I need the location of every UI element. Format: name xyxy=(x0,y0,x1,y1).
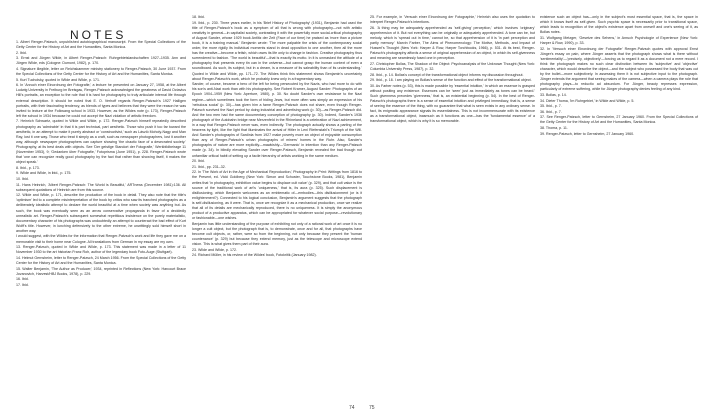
note-paragraph: 15. Walter Benjamin, 'The Author as Producer,' 1934, reprinted in Reflections (New York: Harcourt Brace Jovanovich, Harvest/HBJ Books, 1978), p. 229. xyxy=(16,266,186,276)
note-paragraph: 33. Bollas, p. 14. xyxy=(540,92,567,97)
note-paragraph: 36. Ibid., p. 7. xyxy=(540,109,562,114)
page-number-left: 74 xyxy=(349,405,355,411)
note-paragraph: Benjamin has little understanding of the purpose of exhibiting not only of a rational work of art once it is no longer a cult object, but the photograph that is, to demonstrate, once and for all, that photographs have become cult objects, or, rather, were so from the beginning, not only because they present the 'human countenance' (p. 329) but because they extend memory, just as the telescope and microscope extend vision. This is what gives them part of their aura. xyxy=(192,221,362,247)
note-paragraph: 17. Ibid. xyxy=(16,282,29,287)
note-paragraph: 30. As Farber notes (p. 53), this is made possible by 'essential intuition,' in which an essence is grasped without positing any existence. Essences can be 'seen' just as immediately as tones can be heard.' Such givenness precedes 'givenness,' that is, an existential beginning (p. 54). In the best of Renger-Patzsch's photographs there is a sense of essential intuition and privileged immediacy, that is, a sense of seeing the essence of the thing, with no guarantee that what is seen exists in any ordinary sense. In fact, its enigmatic appearance signals its essentialness. This is not incommensurate with its existence as a transformational object, inasmuch as it functions as one—has the 'fundamental essence' of a transformational object, which is why it is so memorable. xyxy=(370,83,535,124)
note-paragraph: 16. Ibid. xyxy=(16,277,29,282)
note-paragraph: 37. See Renger-Patzsch, letter to Gernsheim, 27 January 1960. From the Special Collections of the Getty Center for the History of Art and the Humanities, Santa Monica. xyxy=(540,115,698,125)
note-paragraph: 38. Thoma, p. 11. xyxy=(540,125,568,130)
note-paragraph: 24. Richard Müller, in his review of the Wildes' book, Fotokritik (January 1982). xyxy=(192,253,317,258)
note-paragraph: existence such an object has—only in the subject's most essential space, that is, the space in which it knows itself as self-given. Such psychic space is necessarily prior to transitional space, which leads to recognition of the object's existence apart from oneself and one's seeing of it, as Bollas notes. xyxy=(540,15,698,35)
note-paragraph: 28. Ibid., p. 14. Bollas's concept of the transformational object informs my discussion throughout. xyxy=(370,72,524,77)
notes-column-2 xyxy=(192,15,362,355)
note-paragraph: 12. Wilde and Wilde, p. 171, describe the production of the book in detail. They also note that the title's 'optimism' led to a complete misinterpretation of the book by critics who saw its tranched photographs as a deliberately idealistic attempt to declare the world beautiful at a time when society was anything but. As such, the book was eventually seen as an arrow conservative propaganda in favor of a decidedly unrealistic art. Renger-Patzsch's subsequent somewhat repetitious insistence on the purely materialistic, documentary character of his photographs was undoubtedly an attempt to counteract the bad effect of Kurt Wolff's title. However, in lunching defensively to the other extreme, he unwittingly sold himself short in another way. xyxy=(16,193,186,233)
note-paragraph: 2. Ibid. xyxy=(16,50,27,55)
note-paragraph: 18. Ibid. xyxy=(192,15,205,19)
note-paragraph: 10. Ibid. xyxy=(16,176,29,181)
note-paragraph: I would suggest, with the Wildes for the information that Renger-Patzsch's work and life they gave me on a memorable visit to their home near Cologne. All translations from German in my essay are my own. xyxy=(16,234,186,244)
notes-column-4 xyxy=(540,15,698,245)
notes-column-3 xyxy=(370,15,535,360)
note-paragraph: 20. Ibid. xyxy=(192,159,205,164)
page-number-right: 75 xyxy=(369,405,375,411)
note-paragraph: 27. Christopher Bollas, The Shadow of the Object: Psychoanalysis of the Unknown Thought (New York: Columbia University Press, 1987), p. 32. xyxy=(370,61,535,71)
note-paragraph: 8. Ibid., p. 173. xyxy=(16,165,40,170)
note-paragraph: 7. Heinrich Schwartz, quoted in Wilde and Wilde, p. 172. Renger-Patzsch himself repeatedly described photography as 'admirable' in that it is part technical, part aesthetic. Those who push it too far toward the aesthetic, in an attempt to make it purely abstract or 'constructivist,' such as László Moholy-Nagy and Man Ray, lost it one way. Those who treat it simply as a craft, such as newspaper photographers, lost it another way, although newspaper photographers can capture showing 'the chaotic face of a desecrated society.' Photography, at its best deals with objects. See 'Der geistige Standort der Fotografie,' Werkbildbeirage 11 (November 1953), 9; 'Gedanken über Fotografie,' Fotoprisma (June 1951), p. 228. Renger-Patzsch wrote that 'one can recognize really good photography by the fact that rather than showing itself, it makes the object speak.' xyxy=(16,119,186,165)
notes-column-1 xyxy=(16,40,186,380)
note-paragraph: 26. 'A thing may be adequately apprehended as 'self-giving' perception,' which involves 'originary' apprehension of it. But not everything can be originally or adequately apprehended. A tone can be, but melody, which is 'spread out in time,' cannot be, so that apprehension of it is 'in part perception and partly memory.' Marvin Farber, The Aims of Phenomenology: The Motive, Methods, and Impact of Husserl's Thought (New York: Harper & Row, Harper Torchbooks, 1966), p. 531. At its best, Renger-Patzsch's photography affords a sense of original apprehension of an object, in which its self-givenness and meaning are seamlessly fused one in perception. xyxy=(370,25,535,61)
note-paragraph: 34. Dieter Thoma, 'Im Ruhrgebiet,' in Wilde and Wilde, p. 5. xyxy=(540,98,635,103)
note-paragraph: 35. Ibid., p. 7. xyxy=(540,104,562,109)
note-paragraph: 21. Ibid., pp. 231–32. xyxy=(192,164,226,169)
note-paragraph: 23. Wilde and Wilde, p. 172. xyxy=(192,247,237,252)
note-paragraph: 25. For example, in 'Versuch einer Einordnung der Fotographie,' Heinrich also uses the quotation to interpret Renger-Patzsch's intentions. xyxy=(370,15,535,25)
note-paragraph: 3. Ernst and Jürgen Wilde, in Albert Renger-Patzsch: Ruhrgebietslandschaften 1927–1935. Ann and Jürgen Wilde, eds (Cologne: Dumont, 1982), p. 170. xyxy=(16,56,186,66)
note-paragraph: Sander, of course, became a hero of the left for being persecuted by the Nazis, who had more to do with his son's anti-Nazi work than with his photography. See Robert Kramer, August Sander: Photographs of an Epoch 1904–1959 (New York: Aperture, 1980), p. 30. No doubt Sander's own resistance to the Nazi regime—which sometimes took the form of hiding Jews, but more often was simply an expression of his 'nebulous social' (p. 30)—has given him a fame Renger-Patzsch does not share, even though Renger-Patzsch survived the Nazi period by doing industrial and advertising work (p. 30)—as Renger-Patzsch did. And the two men had the same documentary conception of photography (p. 30). Indeed, Sander's 1936 photograph of the Autobahn bridge near Merzenfeld in the Rhineland is a celebration of Nazi achievement, in a way that Renger-Patzsch never was, even indirectly. The photograph actually shows a parting of the heavens by light, like the light that illuminates the arrival of Hitler in Leni Riefenstahl's Triumph of the Will. And Sander's photographs of Sardinia from 1927 make poverty more an object of enjoyable consumption than any of Renger-Patzsch's urban photographs of miners' homes in the Ruhr. Also, Sander's photographs of nature are more explicitly—mawkishly—'Germanic' in intention than any Renger-Patzsch made (p. 34). In blindly elevating Sander over Renger-Patzsch, Benjamin revealed the bad though not unfamiliar critical habit of setting up a facile hierarchy of artists working in the same medium. xyxy=(192,82,362,158)
note-paragraph: 14. Helmut Gernsheim, letter to Renger-Patzsch, 24 March 1956. From the Special Collections of the Getty Center for the History of Art and the Humanities, Santa Monica. xyxy=(16,255,186,265)
note-paragraph: 13. Renger-Patzsch, quoted in Wilde and Wilde, p. 173. This statement was made in a letter of 11 November 1930 to the art historian Franz Roh, author of the legendary book Foto-Auge (Stuttgart). xyxy=(16,245,186,255)
note-paragraph: 6. In 'Anruch einer Einordnung der Fotografie,' a lecture he presented on January 27, 1958, at the Albert Ludwig University in Freiburg im Breisgau, Renger-Patzsch acknowledged the greatness of David Octavius Hill's portraits, an exception to the rule that it is hard for photography to truly articulate internal life through external description. It should be noted that E. O. Verhoff regards Renger-Patzsch's 1927 Halligen portraits, with their fascinating tendency, as blends of types and believes that they were the reason he was invited to lecture at the Folkwang school in 1933. However, as the Wildes note (p. 173), Renger-Patzsch left the school in 1934 because he could not accept the Nazi violation of artistic freedom. xyxy=(16,83,186,118)
note-paragraph: 19. Ibid., p. 230. Three years earlier, in his 'Brief History of Photography' (1931), Benjamin had used the title of Renger-Patzsch's book as a symptom of all that is wrong with photography—not with artistic creativity in general—in capitalist society, contrasting it with the powerfully more social-critical photography of August Sander, whose 1929 book Antlitz der Zeit (Face of our time) he praised as 'more than a picture book, it is a training manual.' Benjamin wrote: 'The more palpable the crisis of the contemporary social order, the more rigidly its individual moments stand in dead opposition to one another, then all the more has the creative—become a fetish, which owes its life only to change in fashion. Creative photography thus surrendered to fashion. 'The world is beautiful'—that is exactly its motto. In it is unmasked the attitude of a photography that presents every tin can in the universe—but cannot grasp the human context of even a soundboard. As such, its subject, but in a dream, is a measure of its saleability than of its understanding.' Quoted in Wilde and Wilde, pp. 171–72. The Wildes think this statement shows Benjamin's uncertainty about Renger-Patzsch's work, which he probably knew only in a fragmentary way. xyxy=(192,20,362,81)
note-paragraph: 39. Renger-Patzsch, letter to Gernsheim, 27 January 1960. xyxy=(540,131,635,136)
note-paragraph: 11. Hans Heinrich, 'Albert Renger-Patzsch: The World is Beautiful,' ARTnews (December 1981):136. All subsequent quotations of Heinrich are from this source. xyxy=(16,182,186,192)
note-paragraph: 4. Signature illegible, letter on Reichskammer ministry stationery to Renger-Patzsch, 30 June 1937. From the Special Collections of the Getty Center for the History of Art and the Humanities, Santa Monica. xyxy=(16,66,186,77)
notes-heading: NOTES xyxy=(70,28,127,43)
note-paragraph: 29. Ibid., p. 16. I am playing on Bollas's sense of the function and effect of the transformational object. xyxy=(370,78,532,83)
note-paragraph: 9. Wilde and Wilde, in ibid., p. 175. xyxy=(16,171,72,176)
note-paragraph: 32. In 'Versuch einer Einordnung der Fotografie' Renger-Patzsch quotes with approval Ernst Jünger's essay on pain, where Jünger asserts that the photograph shows what is there without 'sentimentality'—'precisely, objectively'—forcing us to regard it as a document not a mere record. I think the photograph makes no such clear distinction between its 'subjective' and 'objective' character, which would describe the object—and the subject who possessed the body that was cut by the bullet—more subjectively. In assessing them it is not subjective input to the photograph. Jünger extends the argument that seeing makes of the camera—when a camera plays the role that photography plays—to reductio ad absurdum. For Jünger, beauty represses expression, particularly of extreme suffering, while for Jünger photography denies feeling of any kind. xyxy=(540,46,698,92)
note-paragraph: 5. Kurt Tucholsky, quoted in Wilde and Wilde, p. 171. xyxy=(16,77,101,82)
note-paragraph: 22. In 'The Work of Art in the Age of Mechanical Reproduction,' Photography in Print: Writings from 1816 to the Present, ed. Vicki Goldberg (New York: Simon and Schuster, Touchstone Books, 1981), Benjamin writes that 'in photography, exhibition value begins to displace cult value' (p. 329), and that cult value is the source of the traditional work of art's 'uniqueness,' that is, its aura (p. 325). Such displacement is disillusioning, which Benjamin welcomes as an emblematic of—embodies—this disillusionment (or is it enlightenment?). Connected to his logical conclusion, Benjamin's argument suggests that the photograph is self-disillusioning, as it were. That is, once we recognize it as a mechanical production, once we realize that all of its details are mechanically reproduced, there is no uniqueness. It is simply the anonymous product of a productive apparatus, which can be appropriated for whatever social purpose—revolutionary or fashionable—one wishes. xyxy=(192,170,362,221)
note-paragraph: 1. Albert Renger-Patzsch, unpublished autobiographical manuscript. From the Special Collections of the Getty Center for the History of Art and the Humanities, Santa Monica. xyxy=(16,40,186,50)
note-paragraph: 31. Wolfgang Metzger, 'Gesetze des Sehens,' in Anruch Psychologie of Experience (New York: Harper & Row, 1990), p. 33. xyxy=(540,35,698,45)
